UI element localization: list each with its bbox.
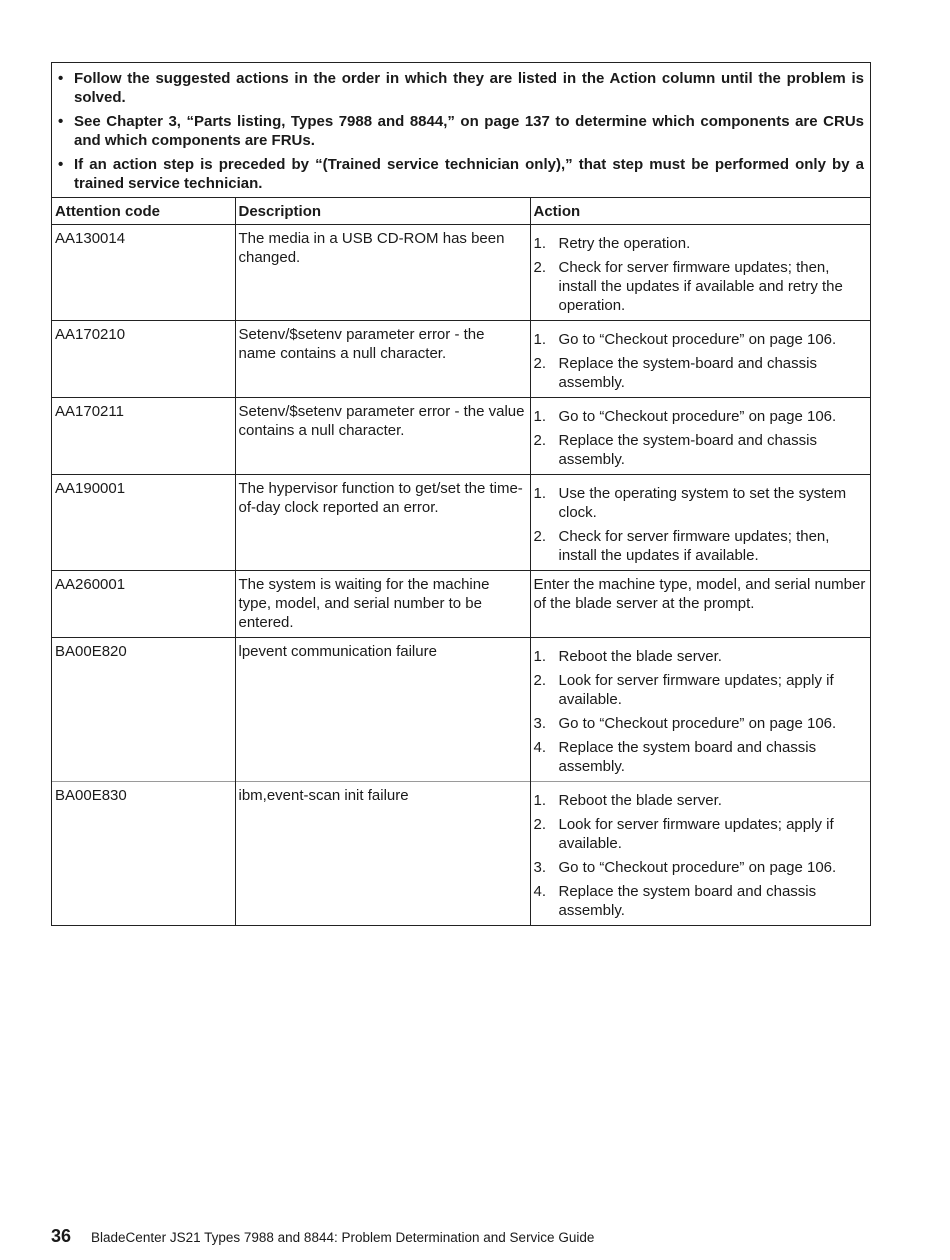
instruction-notes [52,63,870,198]
action-cell: Enter the machine type, model, and serial number of the blade server at the prompt. [530,571,870,638]
action-step-text: Replace the system-board and chassis assembly. [558,432,817,468]
attention-code-cell: BA00E830 [52,782,235,926]
action-step-text: Reboot the blade server. [558,792,722,809]
attention-code-cell: AA190001 [52,475,235,571]
action-steps [534,484,867,565]
note-item [58,155,864,193]
attention-code-cell: AA260001 [52,571,235,638]
page-footer [51,1226,594,1247]
table-row [52,638,870,782]
action-step-text: Go to “Checkout procedure” on page 106. [558,408,837,425]
attention-code-cell: AA170210 [52,321,235,398]
bullet-icon: • [58,113,64,130]
action-step-text: Reboot the blade server. [558,648,722,665]
action-cell [530,638,870,782]
action-cell [530,321,870,398]
action-step-text: Go to “Checkout procedure” on page 106. [558,715,837,732]
description-cell: The media in a USB CD-ROM has been changed. [235,225,530,321]
action-step-text: Retry the operation. [558,235,691,252]
action-step: 2. Look for server firmware updates; apply if available. [534,815,867,853]
action-steps [534,407,867,469]
bullet-icon: • [58,70,64,87]
table-row [52,321,870,398]
note-item [58,69,864,107]
action-step-text: Replace the system board and chassis assembly. [558,739,817,775]
action-steps [534,330,867,392]
action-cell [530,225,870,321]
attention-code-table-frame [51,62,871,926]
table-row [52,225,870,321]
table-header-row [52,198,870,225]
action-step: 3. Go to “Checkout procedure” on page 106. [534,858,867,877]
attention-code-cell: AA170211 [52,398,235,475]
action-cell [530,782,870,926]
description-cell: The hypervisor function to get/set the time-of-day clock reported an error. [235,475,530,571]
description-cell: Setenv/$setenv parameter error - the name contains a null character. [235,321,530,398]
table-row [52,571,870,638]
action-cell [530,398,870,475]
action-step-text: Go to “Checkout procedure” on page 106. [558,859,837,876]
attention-code-table [52,198,870,925]
action-step-text: Replace the system board and chassis assembly. [558,883,817,919]
action-step: 2. Replace the system-board and chassis assembly. [534,354,867,392]
table-row [52,475,870,571]
description-cell: Setenv/$setenv parameter error - the value contains a null character. [235,398,530,475]
table-row [52,782,870,926]
action-step: 1. Go to “Checkout procedure” on page 106. [534,330,867,349]
action-steps [534,647,867,776]
action-step: 2. Replace the system-board and chassis assembly. [534,431,867,469]
attention-code-cell: BA00E820 [52,638,235,782]
footer-title: BladeCenter JS21 Types 7988 and 8844: Problem Determination and Service Guide [91,1230,595,1245]
action-step: 4. Replace the system board and chassis assembly. [534,738,867,776]
action-step-text: Use the operating system to set the system clock. [558,485,847,521]
table-row [52,398,870,475]
action-step: 4. Replace the system board and chassis assembly. [534,882,867,920]
action-step-text: Go to “Checkout procedure” on page 106. [558,331,837,348]
action-steps [534,791,867,920]
action-step: 1. Use the operating system to set the system clock. [534,484,867,522]
action-step: 2. Check for server firmware updates; then, install the updates if available. [534,527,867,565]
attention-code-cell: AA130014 [52,225,235,321]
action-step: 1. Go to “Checkout procedure” on page 106. [534,407,867,426]
action-step-text: Look for server firmware updates; apply if available. [558,816,834,852]
action-step-text: Look for server firmware updates; apply if available. [558,672,834,708]
action-step: 1. Reboot the blade server. [534,647,867,666]
note-text: Follow the suggested actions in the order in which they are listed in the Action column until the problem is solved. [74,70,864,106]
action-cell [530,475,870,571]
page-number: 36 [51,1226,72,1246]
description-cell: lpevent communication failure [235,638,530,782]
note-item [58,112,864,150]
header-description: Description [235,198,530,225]
description-cell: The system is waiting for the machine type, model, and serial number to be entered. [235,571,530,638]
action-step: 2. Check for server firmware updates; then, install the updates if available and retry the operation. [534,258,867,315]
note-text: See Chapter 3, “Parts listing, Types 7988 and 8844,” on page 137 to determine which components are CRUs and which components are FRUs. [74,113,864,149]
action-step: 2. Look for server firmware updates; apply if available. [534,671,867,709]
note-text: If an action step is preceded by “(Trained service technician only),” that step must be performed only by a trained service technician. [74,156,864,192]
action-step: 3. Go to “Checkout procedure” on page 106. [534,714,867,733]
header-attention-code: Attention code [52,198,235,225]
action-step: 1. Reboot the blade server. [534,791,867,810]
header-action: Action [530,198,870,225]
action-step-text: Replace the system-board and chassis assembly. [558,355,817,391]
description-cell: ibm,event-scan init failure [235,782,530,926]
action-steps [534,234,867,315]
bullet-icon: • [58,156,64,173]
action-step-text: Check for server firmware updates; then, install the updates if available. [558,528,830,564]
action-step: 1. Retry the operation. [534,234,867,253]
action-step-text: Check for server firmware updates; then, install the updates if available and retry the operation. [558,259,843,314]
